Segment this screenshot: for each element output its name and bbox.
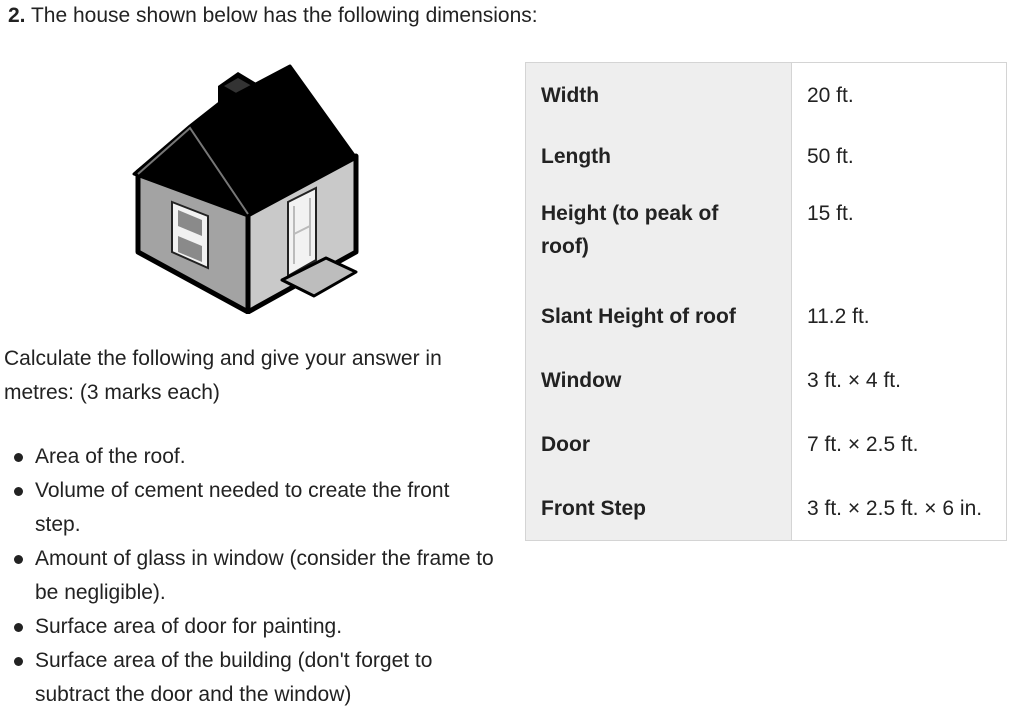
task-list [10, 440, 500, 712]
task-text: Area of the roof. [35, 445, 186, 468]
dimension-value: 50 ft. [791, 126, 1006, 187]
table-row [526, 411, 1007, 475]
question-number: 2. [8, 4, 26, 27]
task-text: Surface area of the building (don't forget to subtract the door and the window) [35, 649, 433, 706]
list-item [10, 610, 500, 644]
dimension-label: Front Step [526, 475, 792, 541]
list-item [10, 644, 500, 712]
house-icon [130, 64, 360, 314]
dimension-value: 20 ft. [791, 63, 1006, 127]
dimension-label: Width [526, 63, 792, 127]
task-text: Volume of cement needed to create the front step. [35, 479, 450, 536]
table-row [526, 475, 1007, 541]
dimension-value: 3 ft. × 2.5 ft. × 6 in. [791, 475, 1006, 541]
dimension-value: 3 ft. × 4 ft. [791, 347, 1006, 411]
question-text: The house shown below has the following dimensions: [30, 4, 538, 27]
table-row [526, 63, 1007, 127]
dimension-label: Door [526, 411, 792, 475]
dimension-value: 15 ft. [791, 187, 1006, 283]
dimension-label: Height (to peak of roof) [526, 187, 792, 283]
list-item [10, 542, 500, 610]
bullet-icon [14, 555, 23, 564]
task-text: Surface area of door for painting. [35, 615, 343, 638]
table-row [526, 187, 1007, 283]
list-item [10, 474, 500, 542]
bullet-icon [14, 657, 23, 666]
bullet-icon [14, 623, 23, 632]
dimension-label: Slant Height of roof [526, 283, 792, 347]
bullet-icon [14, 487, 23, 496]
table-row [526, 347, 1007, 411]
bullet-icon [14, 453, 23, 462]
table-row [526, 126, 1007, 187]
dimension-label: Length [526, 126, 792, 187]
list-item [10, 440, 500, 474]
dimension-label: Window [526, 347, 792, 411]
table-row [526, 283, 1007, 347]
dimensions-table [525, 62, 1007, 541]
dimension-value: 11.2 ft. [791, 283, 1006, 347]
question-header [8, 2, 538, 30]
instructions-text: Calculate the following and give your answer in metres: (3 marks each) [4, 347, 442, 404]
task-text: Amount of glass in window (consider the frame to be negligible). [35, 547, 494, 604]
dimension-value: 7 ft. × 2.5 ft. [791, 411, 1006, 475]
